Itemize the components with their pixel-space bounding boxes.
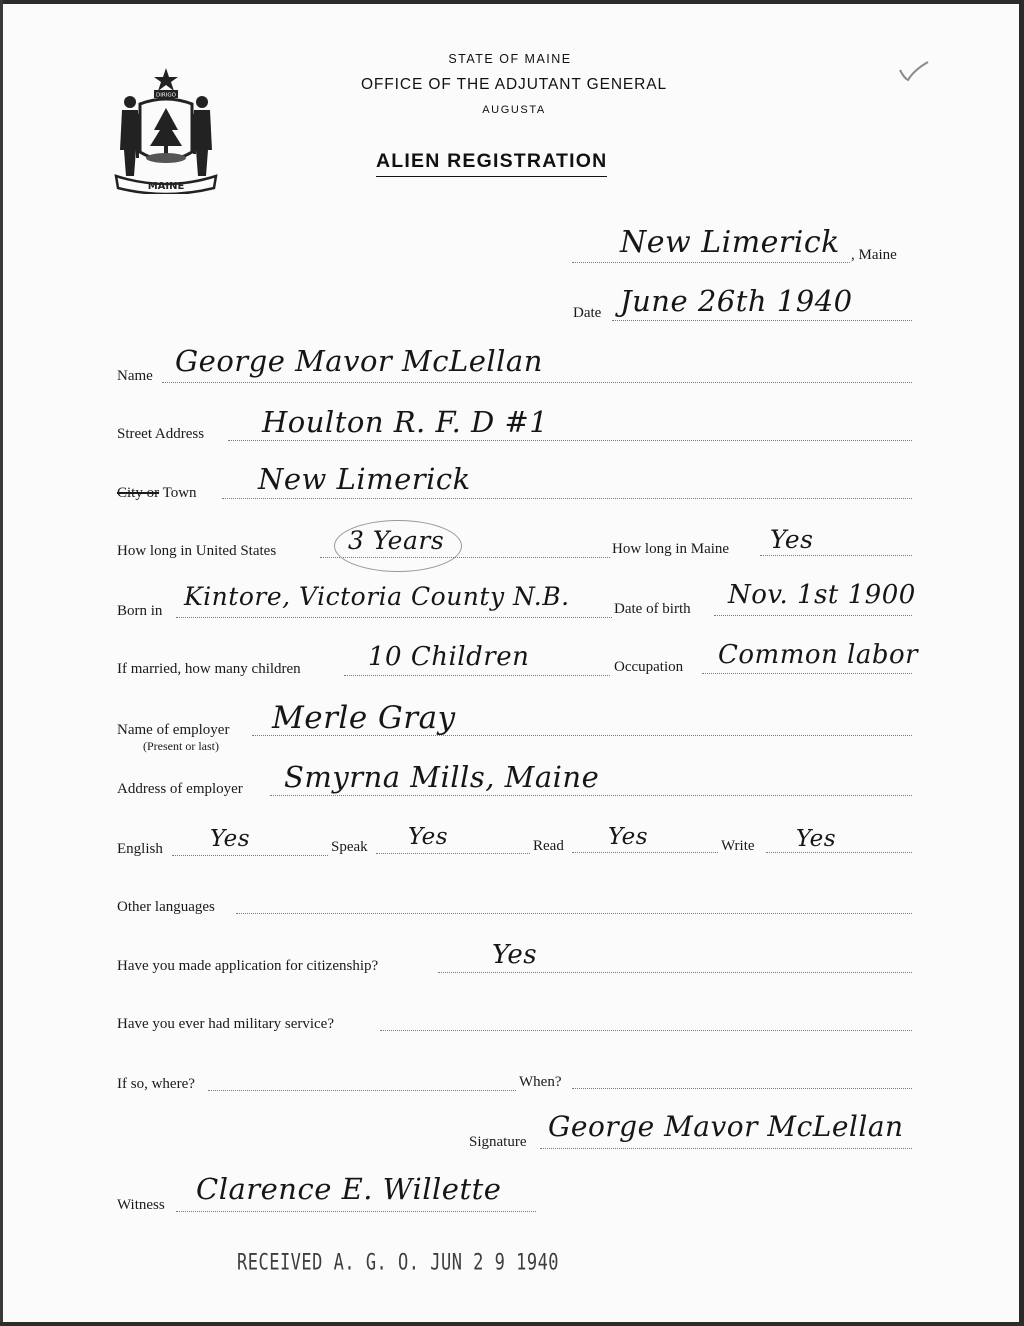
speak-line [376,853,530,854]
speak-value: Yes [408,824,449,850]
employer-address-value: Smyrna Mills, Maine [284,760,600,794]
where-line [208,1090,516,1091]
english-value: Yes [210,826,251,852]
citizenship-label: Have you made application for citizenship? [117,958,379,974]
employer-address-line [270,795,912,796]
children-label: If married, how many children [117,661,301,677]
scan-border-top [0,0,1024,4]
place-suffix-label: , Maine [851,247,897,263]
maine-duration-line [760,555,912,556]
children-line [344,675,610,676]
scan-border-right [1019,0,1024,1326]
when-line [572,1088,912,1089]
occupation-value: Common labor [718,640,919,670]
military-label: Have you ever had military service? [117,1016,334,1032]
military-line [380,1030,912,1031]
signature-value: George Mavor McLellan [548,1110,904,1143]
us-duration-value: 3 Years [348,526,445,555]
us-duration-label: How long in United States [117,543,277,559]
employer-label: Name of employer [117,722,230,738]
place-value: New Limerick [620,225,840,260]
street-line [228,440,912,441]
received-stamp: RECEIVED A. G. O. JUN 2 9 1940 [237,1250,560,1276]
write-line [766,852,912,853]
street-label: Street Address [117,426,205,442]
employer-sublabel: (Present or last) [143,739,219,753]
maine-duration-value: Yes [770,525,814,554]
office-heading: OFFICE OF THE ADJUTANT GENERAL [360,76,668,93]
name-line [162,382,912,383]
read-label: Read [533,838,564,854]
occupation-label: Occupation [614,659,684,675]
employer-value: Merle Gray [272,700,456,736]
name-value: George Mavor McLellan [175,344,543,378]
english-label: English [117,841,163,857]
maine-duration-label: How long in Maine [612,541,730,557]
date-value: June 26th 1940 [620,284,853,318]
children-value: 10 Children [368,642,530,672]
occupation-line [702,673,912,674]
speak-label: Speak [331,839,368,855]
citizenship-line [438,972,912,973]
signature-label: Signature [469,1134,527,1150]
english-line [172,855,328,856]
dob-label: Date of birth [614,601,691,617]
employer-address-label: Address of employer [117,781,243,797]
dob-value: Nov. 1st 1900 [728,580,916,610]
town-value: New Limerick [258,462,471,496]
signature-line [540,1148,912,1149]
place-line [572,262,850,263]
seal-motto: DIRIGO [156,92,176,99]
write-label: Write [721,838,755,854]
when-label: When? [519,1074,562,1090]
where-label: If so, where? [117,1076,195,1092]
witness-value: Clarence E. Willette [196,1172,502,1206]
city-label-struck: City or [117,485,160,501]
citizenship-value: Yes [492,940,538,970]
date-label: Date [573,305,602,321]
scan-border-left [0,0,3,1326]
city-heading: AUGUSTA [482,104,546,116]
birthplace-value: Kintore, Victoria County N.B. [184,582,570,611]
read-line [572,852,718,853]
street-value: Houlton R. F. D #1 [262,405,549,439]
scan-border-bottom [0,1322,1024,1326]
seal-banner-text: MAINE [147,181,185,192]
birthplace-line [176,617,612,618]
town-line [222,498,912,499]
name-label: Name [117,368,153,384]
other-languages-line [236,913,912,914]
witness-label: Witness [117,1197,165,1213]
read-value: Yes [608,824,649,850]
state-heading: STATE OF MAINE [448,52,572,66]
witness-line [176,1211,536,1212]
form-title: ALIEN REGISTRATION [376,150,607,177]
dob-line [714,615,912,616]
write-value: Yes [796,826,837,852]
birthplace-label: Born in [117,603,163,619]
date-line [612,320,912,321]
town-label: Town [162,485,197,501]
other-languages-label: Other languages [117,899,215,915]
